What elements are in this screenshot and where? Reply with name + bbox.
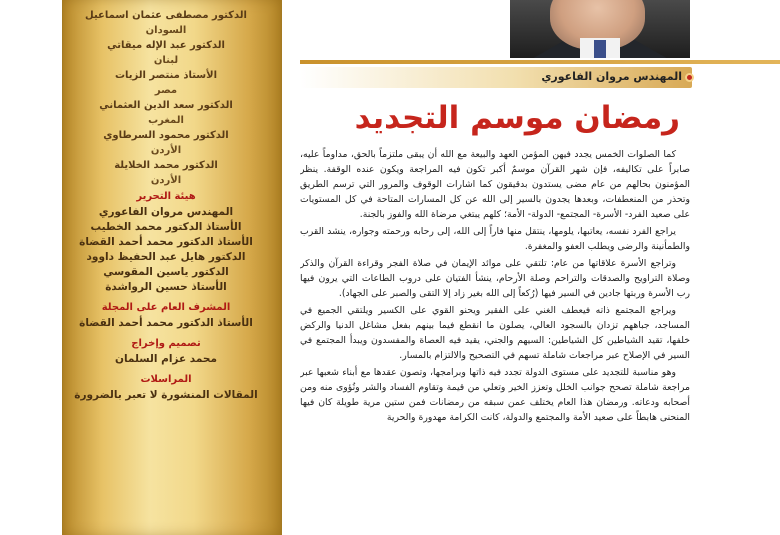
staff-member: الأستاذ حسين الرواشدة xyxy=(105,281,227,293)
section-heading: المشرف العام على المجلة xyxy=(101,302,231,313)
correspondence-text: المقالات المنشورة لا تعبر بالضرورة xyxy=(74,389,258,401)
supervisor-name: الأستاذ الدكتور محمد أحمد القضاة xyxy=(79,317,253,329)
board-member-name: الأستاذ منتصر الزيات xyxy=(114,70,218,81)
header-rule xyxy=(300,60,780,64)
paragraph: كما الصلوات الخمس يجدد فيهن المؤمن العهد والبيعة مع الله أن يبقى ملتزماً بالحق، مداوماً عليه، صابراً على تكاليفه، فإن شهر القرآن موسمٌ أكبر تكون فيه المراجعة ويكون عنده الوقفة. ينظر المؤمنون بحالهم من عام مضى يستدون بدقيقون كما اشارات الوقوف والمرور التي ترسم الطريق وتحذر من المنعطفات، وبعدها يجدون بالسير إلى الله عن كل المسارات المتاحة في كل المستويات على صعيد الفرد- الأسرة- المجتمع- الدولة- الأمة؛ كلهم يبتغي مرضاة الله والفوز بالجنة. xyxy=(300,149,690,220)
board-member-country: السودان xyxy=(145,25,187,36)
board-member-country: مصر xyxy=(154,85,178,96)
board-member-country: الأردن xyxy=(150,175,182,186)
bullet-icon xyxy=(685,73,694,82)
article-body xyxy=(300,147,690,535)
staff-member: الدكتور هايل عبد الحفيظ داوود xyxy=(86,251,246,263)
board-member-country: المغرب xyxy=(148,115,184,126)
board-member-country: الأردن xyxy=(150,145,182,156)
paragraph: يراجع الفرد نفسه، يعاتبها، يلومها، ينتقل منها فاراً إلى الله، إلى رحابه ورحمته وجواره، ينشد القرب والطمأنينة والرضى ويطلب العفو والمغفرة. xyxy=(300,226,690,252)
staff-member: الدكتور ياسين المقوسي xyxy=(103,266,229,278)
editorial-board-list xyxy=(66,0,266,403)
staff-member: المهندس مروان الفاعوري xyxy=(98,206,234,218)
paragraph: وتراجع الأسرة علاقاتها من عام: تلتقي على موائد الإيمان في صلاة الفجر وقراءة القرآن والذكر وصلاة التراويح والصدقات والتراحم وصلة الأرحام، ينشأ الفتيان على دروب الطاعات التي يرون فيها رب الأسرة وربتها جادين في السير فيها (رُكعاً إلى الله بغير زاد إلا التقى والصبر على الجهاد). xyxy=(300,258,690,299)
board-member-name: الدكتور عبد الإله ميقاتي xyxy=(107,40,225,51)
editorial-sidebar xyxy=(0,0,300,535)
staff-member: الأستاذ الدكتور محمد أحمد القضاة xyxy=(79,236,253,248)
paragraph: وهو مناسبة للتجديد على مستوى الدولة تجدد فيه ذاتها وبرامجها، وتصون عقدها مع أبناء شعبها عبر مراجعة شاملة تصحح جوانب الخلل وتعزز الخير وتعلي من قيمة وتقاوم الفساد والشر وتُؤوى منه ومن أصحابه ودعاته. ورمضان هذا العام يختلف عمن سبقه من رمضانات فمن ستين مرية طويلة كان فيها المنحنى هابطاً على صعيد الأمة والمجتمع والدولة، كانت الكرامة مهدورة والحرية xyxy=(300,367,690,423)
section-heading: هيئة التحرير xyxy=(136,191,196,202)
section-heading: تصميم وإخراج xyxy=(131,338,201,349)
board-member-name: الدكتور سعد الدين العثماني xyxy=(99,100,233,111)
board-member-country: لبنان xyxy=(153,55,179,66)
board-member-name: الدكتور محمد الخلايلة xyxy=(114,160,218,171)
board-member-name: الدكتور مصطفى عثمان اسماعيل xyxy=(85,10,247,21)
staff-member: الأستاذ الدكتور محمد الخطيب xyxy=(90,221,242,233)
spacer xyxy=(66,0,266,8)
photo-tie xyxy=(594,40,606,58)
article-title: رمضان موسم التجديد xyxy=(354,100,680,136)
board-member-name: الدكتور محمود السرطاوي xyxy=(103,130,229,141)
author-name: المهندس مروان الفاعوري xyxy=(541,70,682,83)
paragraph: ويراجع المجتمع ذاته فيعطف الغني على الفقير ويحنو القوي على الكسير ويلتقي الجميع في المساجد، جباههم تزدان بالسجود العالي، يصلون ما انقطع فيما بينهم بفعل مشاغل الدنيا والركض خلفها، تقيد الشياطين كل الشياطين: السيهم والجني، يقيد فيه العصاة والمفسدون ويبدأ المجتمع في السير في الإصلاح عبر مراجعات شاملة تسهم في التصحيح والالتزام بالمسار. xyxy=(300,305,690,361)
author-photo xyxy=(510,0,690,58)
designer-name: محمد عزام السلمان xyxy=(115,353,217,365)
section-heading: المراسلات xyxy=(140,374,192,385)
